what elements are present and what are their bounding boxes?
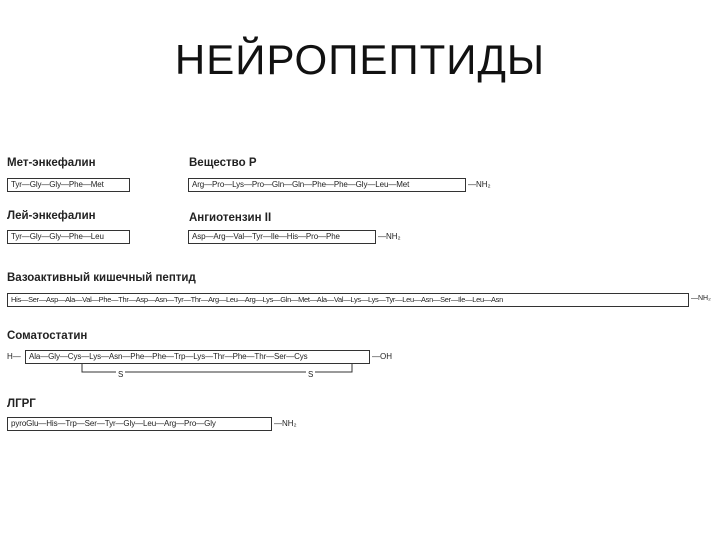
- angiotensin-ii-c-terminus: —NH₂: [378, 232, 401, 241]
- somatostatin-sequence: Ala—Gly—Cys—Lys—Asn—Phe—Phe—Trp—Lys—Thr—Phe—Thr—Ser—Cys: [25, 350, 370, 364]
- angiotensin-ii-sequence: Asp—Arg—Val—Tyr—Ile—His—Pro—Phe: [188, 230, 376, 244]
- vip-c-terminus: —NH₂: [691, 295, 711, 302]
- substance-p-label: Вещество Р: [189, 157, 257, 169]
- disulfide-sulfur-left: S: [118, 370, 124, 379]
- lhrh-c-terminus: —NH₂: [274, 419, 297, 428]
- disulfide-sulfur-right: S: [308, 370, 314, 379]
- somatostatin-n-terminus: H—: [7, 352, 21, 361]
- lhrh-sequence: pyroGlu—His—Trp—Ser—Tyr—Gly—Leu—Arg—Pro—Gly: [7, 417, 272, 431]
- somatostatin-label: Соматостатин: [7, 330, 88, 342]
- somatostatin-c-terminus: —OH: [372, 352, 392, 361]
- substance-p-c-terminus: —NH₂: [468, 180, 491, 189]
- angiotensin-ii-label: Ангиотензин II: [189, 212, 272, 224]
- leu-enkephalin-label: Лей-энкефалин: [7, 210, 96, 222]
- lhrh-label: ЛГРГ: [7, 398, 36, 410]
- met-enkephalin-label: Мет-энкефалин: [7, 157, 96, 169]
- met-enkephalin-sequence: Tyr—Gly—Gly—Phe—Met: [7, 178, 130, 192]
- substance-p-sequence: Arg—Pro—Lys—Pro—Gln—Gln—Phe—Phe—Gly—Leu—Met: [188, 178, 466, 192]
- vip-sequence: His—Ser—Asp—Ala—Val—Phe—Thr—Asp—Asn—Tyr—Thr—Arg—Leu—Arg—Lys—Gln—Met—Ala—Val—Lys—Lys—Tyr—Leu—Asn—Ser—Ile—Leu—Asn: [7, 293, 689, 307]
- page-title: НЕЙРОПЕПТИДЫ: [174, 36, 546, 83]
- vip-label: Вазоактивный кишечный пептид: [7, 272, 196, 284]
- leu-enkephalin-sequence: Tyr—Gly—Gly—Phe—Leu: [7, 230, 130, 244]
